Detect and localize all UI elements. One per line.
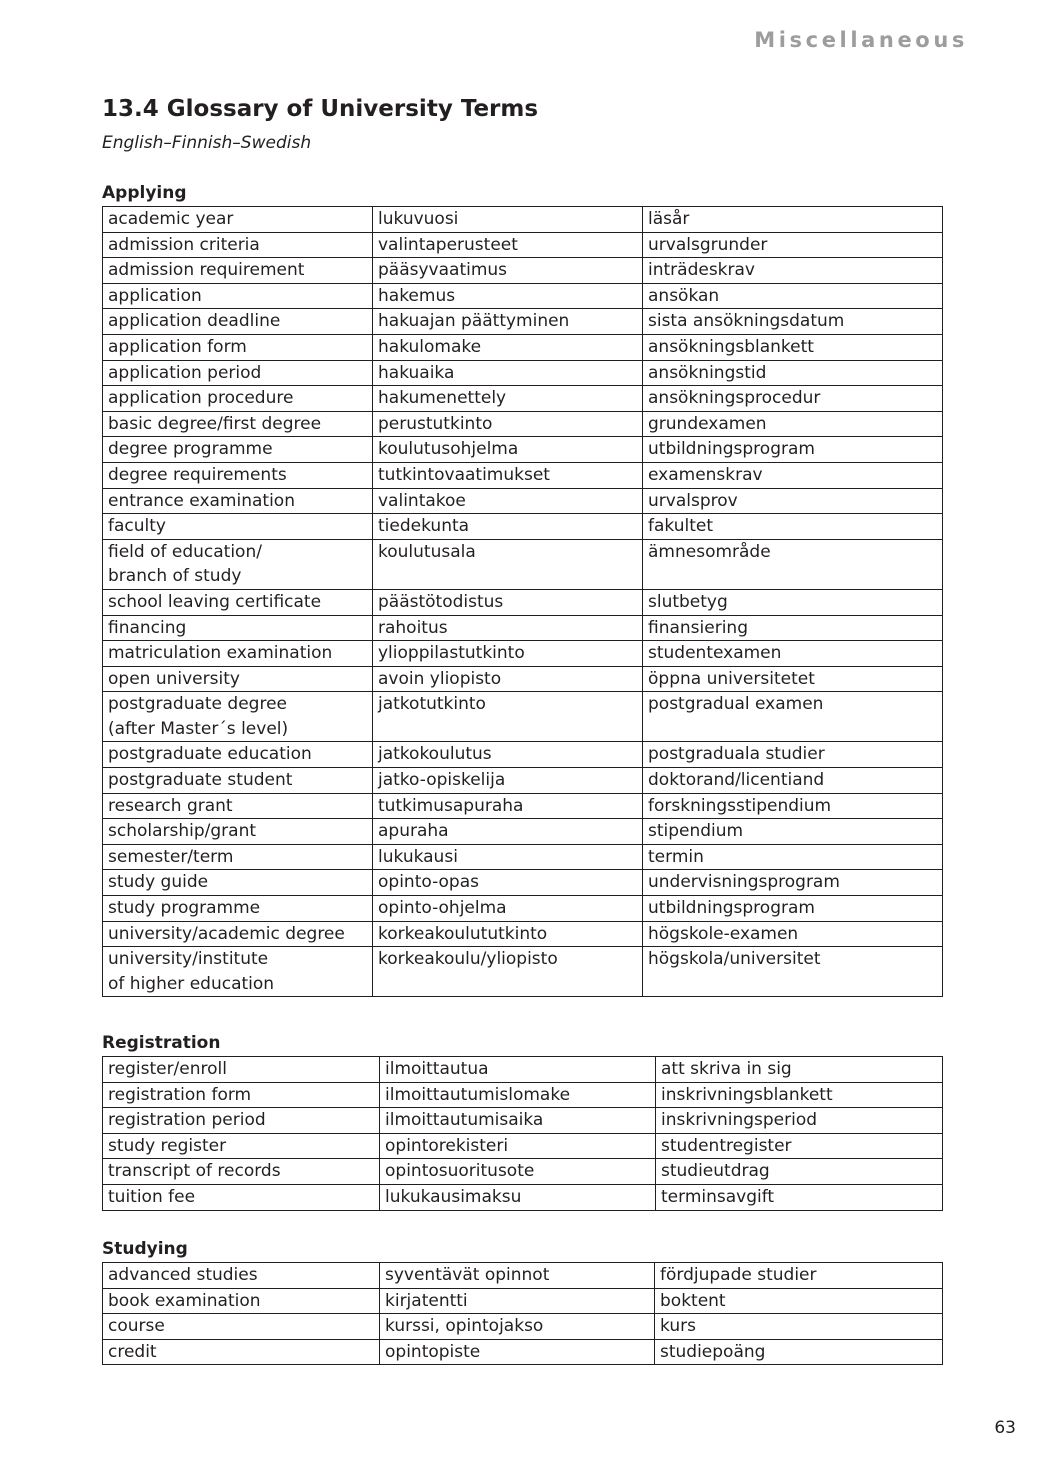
term-swedish: ansökningstid	[643, 360, 943, 386]
term-finnish: apuraha	[373, 819, 643, 845]
term-finnish: ilmoittautumisaika	[380, 1108, 656, 1134]
term-finnish: kurssi, opintojakso	[380, 1314, 655, 1340]
term-swedish: att skriva in sig	[656, 1057, 943, 1083]
table-row	[103, 692, 943, 742]
table-row	[103, 232, 943, 258]
section-applying	[102, 181, 942, 997]
term-swedish: läsår	[643, 207, 943, 233]
term-swedish: inträdeskrav	[643, 258, 943, 284]
term-swedish: undervisningsprogram	[643, 870, 943, 896]
term-english: credit	[103, 1339, 380, 1365]
table-row	[103, 819, 943, 845]
term-english: postgraduate student	[103, 768, 373, 794]
term-english: advanced studies	[103, 1263, 380, 1289]
table-row	[103, 462, 943, 488]
table-row	[103, 947, 943, 997]
term-finnish: hakumenettely	[373, 386, 643, 412]
term-english: admission criteria	[103, 232, 373, 258]
term-english: field of education/ branch of study	[103, 539, 373, 589]
term-finnish: opintorekisteri	[380, 1133, 656, 1159]
term-swedish: termin	[643, 844, 943, 870]
term-swedish: inskrivningsblankett	[656, 1082, 943, 1108]
running-header: Miscellaneous	[754, 28, 968, 52]
term-english: scholarship/grant	[103, 819, 373, 845]
term-swedish: doktorand/licentiand	[643, 768, 943, 794]
table-row	[103, 896, 943, 922]
term-swedish: finansiering	[643, 615, 943, 641]
term-swedish: ämnesområde	[643, 539, 943, 589]
term-finnish: opintopiste	[380, 1339, 655, 1365]
term-english: university/academic degree	[103, 921, 373, 947]
term-swedish: boktent	[655, 1288, 943, 1314]
table-row	[103, 666, 943, 692]
term-english: degree programme	[103, 437, 373, 463]
table-row	[103, 742, 943, 768]
term-swedish: grundexamen	[643, 411, 943, 437]
term-finnish: tiedekunta	[373, 514, 643, 540]
term-swedish: urvalsgrunder	[643, 232, 943, 258]
table-row	[103, 411, 943, 437]
term-swedish: studentexamen	[643, 641, 943, 667]
page-subtitle: English–Finnish–Swedish	[102, 133, 312, 153]
glossary-table-applying	[102, 206, 943, 997]
table-row	[103, 309, 943, 335]
term-finnish: tutkintovaatimukset	[373, 462, 643, 488]
table-row	[103, 539, 943, 589]
term-finnish: pääsyvaatimus	[373, 258, 643, 284]
term-finnish: lukukausi	[373, 844, 643, 870]
table-row	[103, 1263, 943, 1289]
term-english: postgraduate education	[103, 742, 373, 768]
table-row	[103, 1057, 943, 1083]
table-row	[103, 1108, 943, 1134]
term-finnish: ylioppilastutkinto	[373, 641, 643, 667]
section-registration	[102, 1031, 942, 1211]
term-finnish: valintaperusteet	[373, 232, 643, 258]
term-swedish: ansökan	[643, 283, 943, 309]
term-finnish: perustutkinto	[373, 411, 643, 437]
term-english: matriculation examination	[103, 641, 373, 667]
term-swedish: slutbetyg	[643, 589, 943, 615]
table-row	[103, 1159, 943, 1185]
term-finnish: kirjatentti	[380, 1288, 655, 1314]
term-english: financing	[103, 615, 373, 641]
table-row	[103, 360, 943, 386]
term-english: registration period	[103, 1108, 380, 1134]
term-english: application procedure	[103, 386, 373, 412]
term-finnish: avoin yliopisto	[373, 666, 643, 692]
term-english: transcript of records	[103, 1159, 380, 1185]
term-finnish: opinto-ohjelma	[373, 896, 643, 922]
page-number: 63	[994, 1418, 1016, 1438]
term-finnish: opinto-opas	[373, 870, 643, 896]
term-swedish: postgradual examen	[643, 692, 943, 742]
table-row	[103, 386, 943, 412]
section-heading: Registration	[102, 1033, 221, 1053]
term-english: admission requirement	[103, 258, 373, 284]
term-finnish: hakuaika	[373, 360, 643, 386]
glossary-table-studying	[102, 1262, 943, 1365]
term-swedish: utbildningsprogram	[643, 437, 943, 463]
term-swedish: studentregister	[656, 1133, 943, 1159]
term-english: application period	[103, 360, 373, 386]
term-finnish: jatkokoulutus	[373, 742, 643, 768]
glossary-table-registration	[102, 1056, 943, 1211]
table-row	[103, 207, 943, 233]
term-swedish: inskrivningsperiod	[656, 1108, 943, 1134]
term-english: research grant	[103, 793, 373, 819]
table-row	[103, 488, 943, 514]
table-row	[103, 437, 943, 463]
term-english: study register	[103, 1133, 380, 1159]
term-english: entrance examination	[103, 488, 373, 514]
page-title: 13.4 Glossary of University Terms	[102, 96, 539, 122]
term-english: book examination	[103, 1288, 380, 1314]
term-finnish: hakulomake	[373, 334, 643, 360]
term-swedish: postgraduala studier	[643, 742, 943, 768]
term-swedish: urvalsprov	[643, 488, 943, 514]
term-english: study guide	[103, 870, 373, 896]
table-row	[103, 1288, 943, 1314]
term-english: tuition fee	[103, 1184, 380, 1210]
term-english: semester/term	[103, 844, 373, 870]
term-swedish: öppna universitetet	[643, 666, 943, 692]
term-finnish: valintakoe	[373, 488, 643, 514]
term-finnish: jatkotutkinto	[373, 692, 643, 742]
term-finnish: korkeakoulututkinto	[373, 921, 643, 947]
term-swedish: terminsavgift	[656, 1184, 943, 1210]
table-row	[103, 589, 943, 615]
term-finnish: lukuvuosi	[373, 207, 643, 233]
term-swedish: fakultet	[643, 514, 943, 540]
table-row	[103, 334, 943, 360]
table-row	[103, 258, 943, 284]
term-finnish: lukukausimaksu	[380, 1184, 656, 1210]
table-row	[103, 793, 943, 819]
term-english: application deadline	[103, 309, 373, 335]
term-swedish: studieutdrag	[656, 1159, 943, 1185]
term-english: university/institute of higher education	[103, 947, 373, 997]
term-finnish: koulutusohjelma	[373, 437, 643, 463]
term-finnish: tutkimusapuraha	[373, 793, 643, 819]
term-finnish: ilmoittautumislomake	[380, 1082, 656, 1108]
term-swedish: utbildningsprogram	[643, 896, 943, 922]
table-row	[103, 514, 943, 540]
term-english: study programme	[103, 896, 373, 922]
term-swedish: fördjupade studier	[655, 1263, 943, 1289]
term-swedish: högskola/universitet	[643, 947, 943, 997]
term-finnish: opintosuoritusote	[380, 1159, 656, 1185]
term-finnish: päästötodistus	[373, 589, 643, 615]
term-english: academic year	[103, 207, 373, 233]
term-english: faculty	[103, 514, 373, 540]
table-row	[103, 641, 943, 667]
term-finnish: hakemus	[373, 283, 643, 309]
term-english: degree requirements	[103, 462, 373, 488]
table-row	[103, 844, 943, 870]
table-row	[103, 1314, 943, 1340]
table-row	[103, 283, 943, 309]
term-finnish: syventävät opinnot	[380, 1263, 655, 1289]
table-row	[103, 768, 943, 794]
term-finnish: ilmoittautua	[380, 1057, 656, 1083]
term-swedish: kurs	[655, 1314, 943, 1340]
term-english: application form	[103, 334, 373, 360]
term-english: course	[103, 1314, 380, 1340]
term-finnish: koulutusala	[373, 539, 643, 589]
table-row	[103, 921, 943, 947]
term-swedish: examenskrav	[643, 462, 943, 488]
term-swedish: högskole-examen	[643, 921, 943, 947]
table-row	[103, 1082, 943, 1108]
term-finnish: rahoitus	[373, 615, 643, 641]
term-english: open university	[103, 666, 373, 692]
term-swedish: sista ansökningsdatum	[643, 309, 943, 335]
term-swedish: studiepoäng	[655, 1339, 943, 1365]
term-english: registration form	[103, 1082, 380, 1108]
term-swedish: stipendium	[643, 819, 943, 845]
term-swedish: ansökningsblankett	[643, 334, 943, 360]
table-row	[103, 1184, 943, 1210]
term-english: application	[103, 283, 373, 309]
term-english: school leaving certificate	[103, 589, 373, 615]
term-english: register/enroll	[103, 1057, 380, 1083]
section-studying	[102, 1237, 942, 1365]
term-finnish: hakuajan päättyminen	[373, 309, 643, 335]
term-swedish: forskningsstipendium	[643, 793, 943, 819]
table-row	[103, 615, 943, 641]
term-swedish: ansökningsprocedur	[643, 386, 943, 412]
table-row	[103, 870, 943, 896]
term-english: postgraduate degree (after Master´s level)	[103, 692, 373, 742]
section-heading: Applying	[102, 183, 187, 203]
table-row	[103, 1339, 943, 1365]
section-heading: Studying	[102, 1239, 188, 1259]
term-finnish: korkeakoulu/yliopisto	[373, 947, 643, 997]
term-finnish: jatko-opiskelija	[373, 768, 643, 794]
term-english: basic degree/first degree	[103, 411, 373, 437]
table-row	[103, 1133, 943, 1159]
